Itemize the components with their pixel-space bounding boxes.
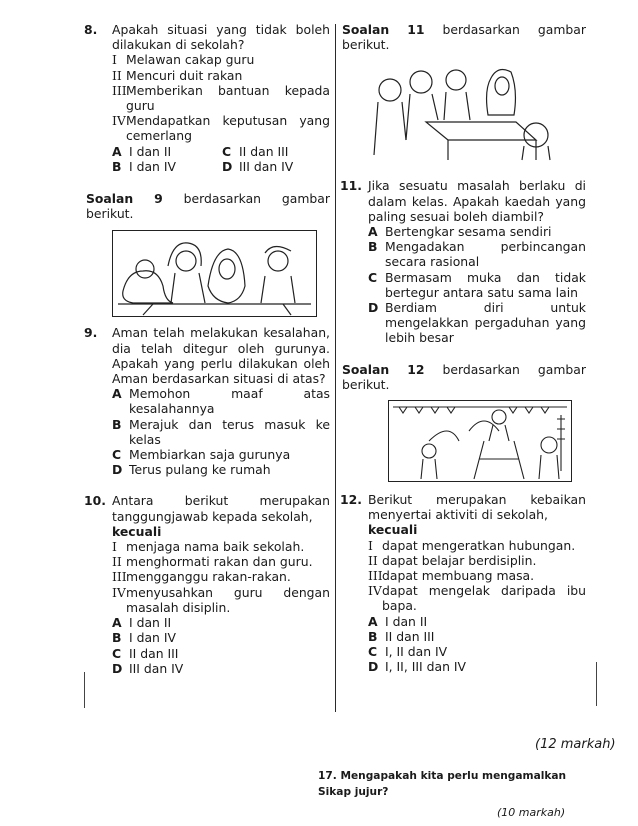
statement-item: I menjaga nama baik sekolah. (112, 539, 305, 555)
statement-item: IV menyusahkan guru dengan masalah disiplin. (112, 584, 330, 615)
statement-item: II dapat belajar berdisiplin. (368, 552, 537, 568)
soalan-9-heading: Soalan 9 berdasarkan gambar (86, 191, 330, 207)
answer-option-a[interactable]: A Memohon maaf atas kesalahannya (112, 386, 330, 417)
statement-item: III Memberikan bantuan kepada guru (112, 82, 330, 114)
right-column (342, 22, 586, 674)
question-9 (86, 325, 330, 477)
answer-option-d[interactable]: D III dan IV (222, 158, 294, 174)
scan-edge-line (84, 672, 85, 708)
soalan-12-berikut: berikut. (342, 376, 390, 392)
answer-option-a[interactable]: A I dan II (112, 143, 172, 159)
statement-item: IV Mendapatkan keputusan yang cemerlang (112, 113, 330, 144)
question-11 (342, 178, 586, 345)
soalan-12-heading: Soalan 12 berdasarkan gambar (342, 361, 586, 377)
answer-option-b[interactable]: B II dan III (368, 628, 435, 644)
question-number: 8. (84, 22, 98, 37)
question-number: 10. (84, 493, 106, 509)
soalan-9-berikut: berikut. (86, 206, 134, 222)
illustration-class-decorating (388, 400, 572, 482)
answer-option-c[interactable]: C II dan III (112, 645, 179, 661)
question-10 (86, 493, 330, 675)
answer-option-a[interactable]: A Bertengkar sesama sendiri (368, 224, 552, 240)
statement-item: IV dapat mengelak daripada ibu bapa. (368, 583, 586, 614)
scan-edge-line (596, 662, 597, 706)
illustration-teacher-scolding (112, 230, 317, 317)
marks-label: (10 markah) (497, 806, 566, 819)
question-stem: Berikut merupakan kebaikan menyertai aktiviti di sekolah, (368, 492, 586, 523)
statement-item: I Melawan cakap guru (112, 52, 255, 68)
answer-options (112, 144, 330, 174)
answer-option-d[interactable]: D Berdiam diri untuk mengelakkan pergaduhan yang lebih besar (368, 300, 586, 346)
statement-item: III dapat membuang masa. (368, 568, 535, 584)
answer-option-c[interactable]: C I, II dan IV (368, 644, 448, 660)
statement-item: II Mencuri duit rakan (112, 67, 243, 83)
question-number: 11. (340, 178, 362, 194)
answer-option-d[interactable]: D I, II, III dan IV (368, 659, 466, 675)
soalan-11-berikut: berikut. (342, 37, 390, 53)
question-stem: Aman telah melakukan kesalahan, dia telah ditegur oleh gurunya. Apakah yang perlu dilakukan oleh Aman berdasarkan situasi di atas? (112, 325, 330, 387)
answer-option-c[interactable]: C Bermasam muka dan tidak bertegur antara satu sama lain (368, 269, 586, 300)
question-stem: Antara berikut merupakan tanggungjawab kepada sekolah, (112, 493, 330, 524)
kecuali-label: kecuali (112, 523, 162, 539)
question-number: 12. (340, 492, 362, 508)
question-8 (86, 22, 330, 174)
answer-option-b[interactable]: B I dan IV (112, 630, 176, 646)
question-stem: Apakah situasi yang tidak boleh dilakukan di sekolah? (112, 22, 330, 53)
statement-item: I dapat mengeratkan hubungan. (368, 537, 576, 553)
question-12 (342, 492, 586, 674)
left-column (86, 22, 330, 676)
answer-option-d[interactable]: D Terus pulang ke rumah (112, 462, 271, 478)
illustration-classroom-discussion (366, 60, 558, 162)
answer-option-c[interactable]: C Membiarkan saja gurunya (112, 447, 291, 463)
answer-option-a[interactable]: A I dan II (368, 613, 428, 629)
statement-item: III mengganggu rakan-rakan. (112, 569, 291, 585)
marks-label: (12 markah) (535, 737, 616, 752)
answer-option-b[interactable]: B Mengadakan perbincangan secara rasional (368, 239, 586, 270)
answer-option-b[interactable]: B I dan IV (112, 158, 176, 174)
question-number: 9. (84, 325, 98, 341)
soalan-11-heading: Soalan 11 berdasarkan gambar (342, 22, 586, 37)
question-stem: Jika sesuatu masalah berlaku di dalam kelas. Apakah kaedah yang paling sesuai boleh diambil? (368, 178, 586, 224)
kecuali-label: kecuali (368, 522, 418, 538)
question-17: 17. Mengapakah kita perlu mengamalkan Sikap jujur? (318, 770, 567, 798)
answer-option-a[interactable]: A I dan II (112, 615, 172, 631)
statement-item: II menghormati rakan dan guru. (112, 554, 313, 570)
answer-option-d[interactable]: D III dan IV (112, 660, 184, 676)
answer-option-b[interactable]: B Merajuk dan terus masuk ke kelas (112, 416, 330, 447)
answer-option-c[interactable]: C II dan III (222, 143, 289, 159)
column-divider (335, 24, 336, 712)
